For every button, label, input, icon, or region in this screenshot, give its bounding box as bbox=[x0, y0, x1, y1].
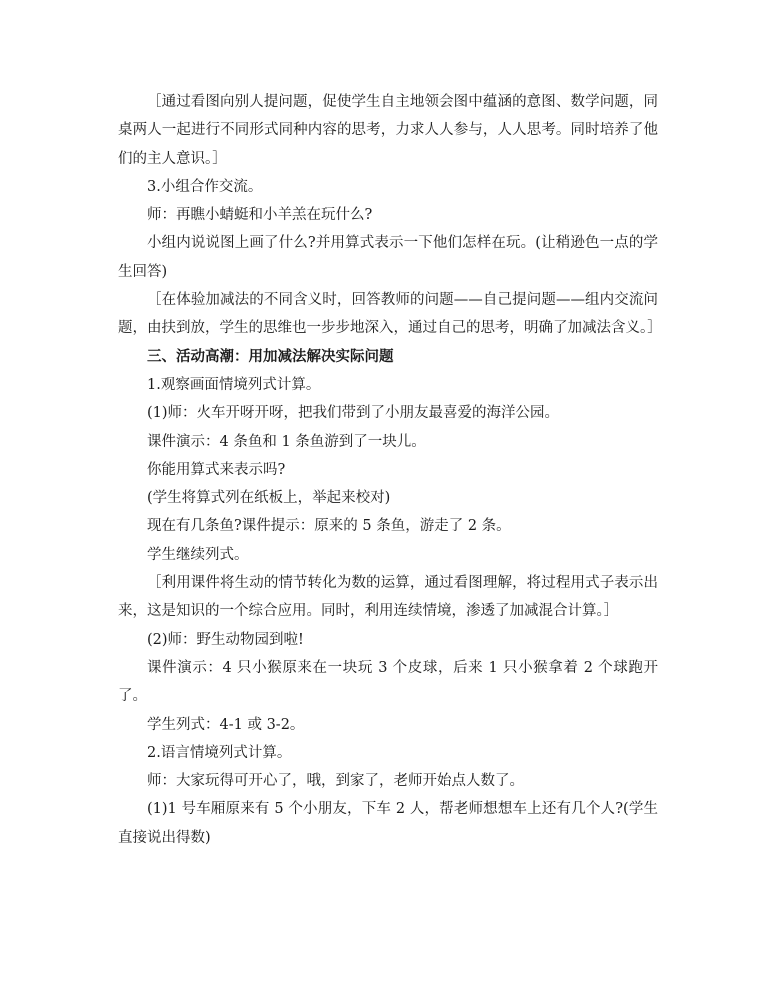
paragraph: 2.语言情境列式计算。 bbox=[147, 744, 292, 761]
paragraph: 学生列式：4-1 或 3-2。 bbox=[147, 716, 305, 733]
paragraph: 3.小组合作交流。 bbox=[147, 178, 263, 195]
paragraph: ［在体验加减法的不同含义时，回答教师的问题——自己提问题——组内交流问题，由扶到放，学生的思维也一步步地深入，通过自己的思考，明确了加减法含义。］ bbox=[118, 292, 662, 337]
paragraph: (2)师：野生动物园到啦! bbox=[147, 631, 304, 648]
document-body bbox=[118, 88, 662, 852]
paragraph: 师：大家玩得可开心了，哦，到家了，老师开始点人数了。 bbox=[147, 773, 524, 790]
paragraph: 现在有几条鱼?课件提示：原来的 5 条鱼，游走了 2 条。 bbox=[147, 518, 511, 535]
paragraph: ［通过看图向别人提问题，促使学生自主地领会图中蕴涵的意图、数学问题，同桌两人一起进行不同形式同种内容的思考，力求人人参与，人人思考。同时培养了他们的主人意识。］ bbox=[118, 94, 658, 167]
paragraph: (1)师：火车开呀开呀，把我们带到了小朋友最喜爱的海洋公园。 bbox=[147, 405, 560, 422]
paragraph: 小组内说说图上画了什么?并用算式表示一下他们怎样在玩。(让稍逊色一点的学生回答) bbox=[118, 235, 658, 280]
paragraph: ［利用课件将生动的情节转化为数的运算，通过看图理解，将过程用式子表示出来，这是知识的一个综合应用。同时，利用连续情境，渗透了加减混合计算。］ bbox=[118, 575, 658, 620]
paragraph: 1.观察画面情境列式计算。 bbox=[147, 376, 321, 393]
paragraph: 你能用算式来表示吗? bbox=[147, 461, 286, 478]
paragraph: 课件演示：4 只小猴原来在一块玩 3 个皮球，后来 1 只小猴拿着 2 个球跑开了。 bbox=[118, 659, 658, 705]
paragraph: (学生将算式列在纸板上，举起来校对) bbox=[147, 490, 391, 507]
section-heading: 三、活动高潮：用加减法解决实际问题 bbox=[147, 347, 394, 365]
paragraph: 课件演示：4 条鱼和 1 条鱼游到了一块儿。 bbox=[147, 433, 426, 450]
paragraph: (1)1 号车厢原来有 5 个小朋友，下车 2 人，帮老师想想车上还有几个人?(学生直接说出得数) bbox=[118, 801, 658, 846]
paragraph: 学生继续列式。 bbox=[147, 546, 249, 563]
paragraph: 师：再瞧小蜻蜓和小羊羔在玩什么? bbox=[147, 207, 373, 224]
